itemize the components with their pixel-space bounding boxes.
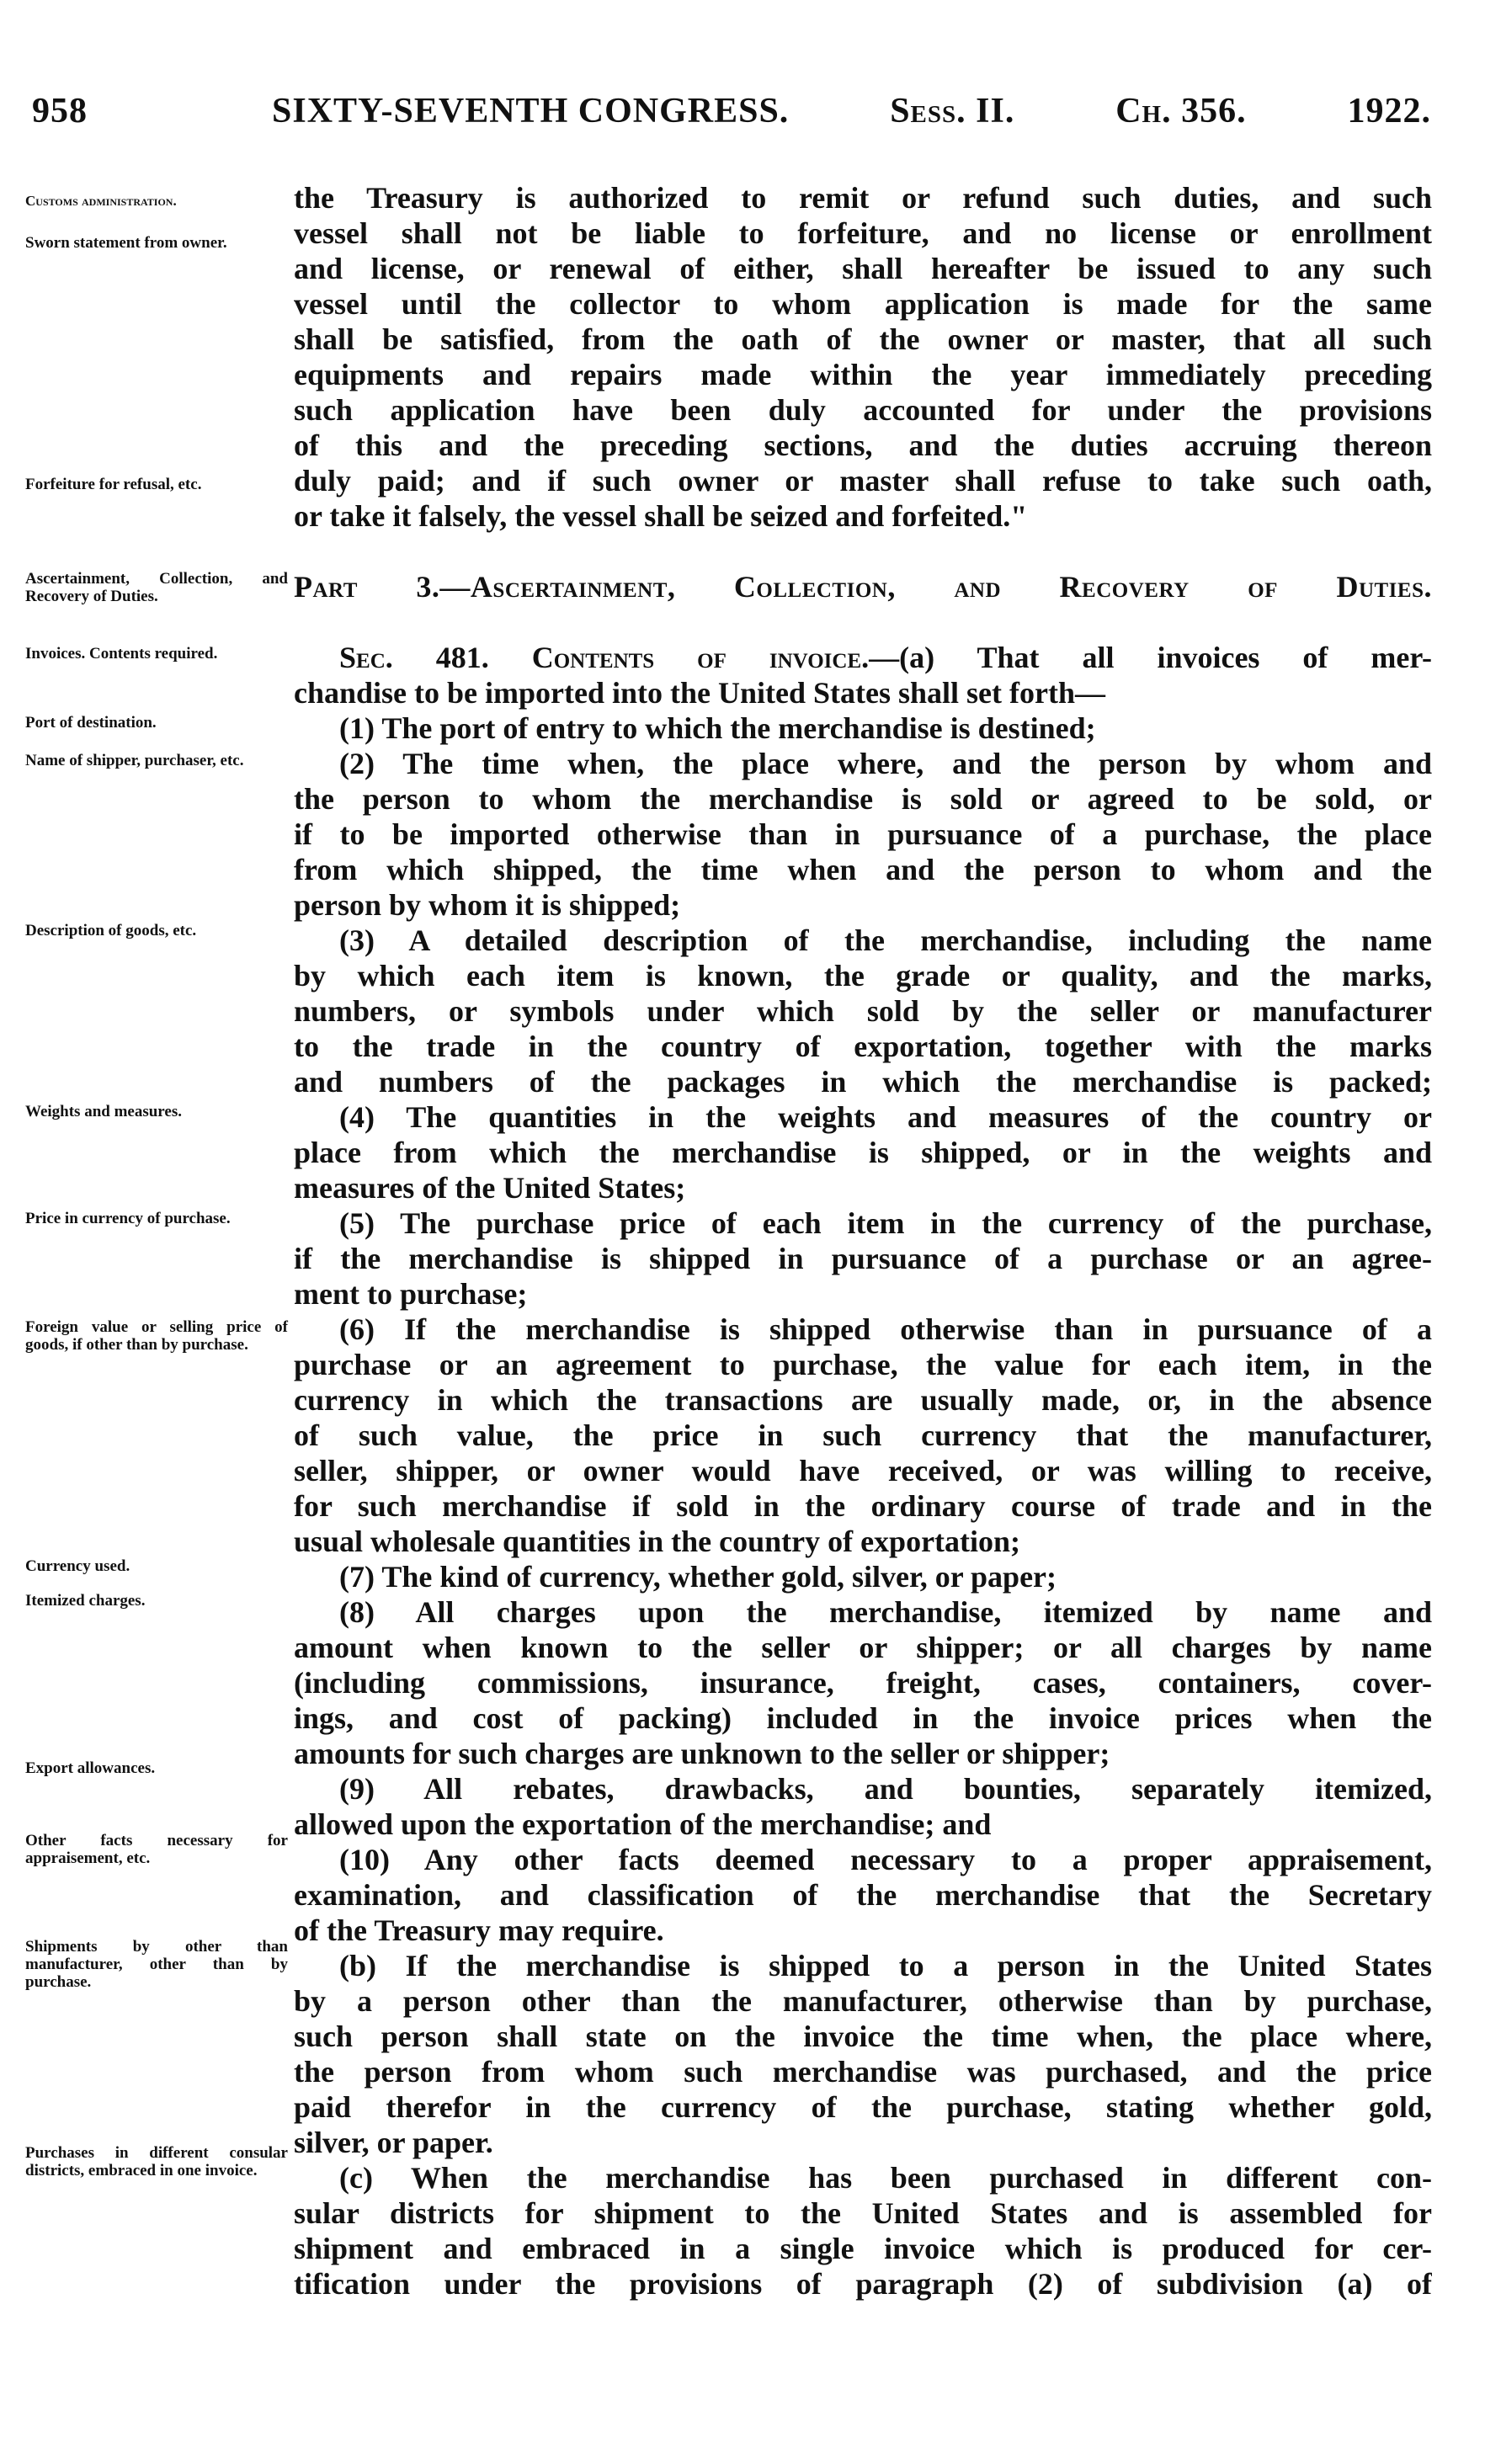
text-line: of such value, the price in such currency that the manufacturer,: [294, 1418, 1432, 1452]
margin-note: Name of shipper, purchaser, etc.: [25, 752, 244, 769]
margin-note: Itemized charges.: [25, 1592, 146, 1610]
text-line: numbers, or symbols under which sold by the seller or manufacturer: [294, 994, 1432, 1028]
text-line: measures of the United States;: [294, 1171, 686, 1205]
running-head-chapter: Ch. 356.: [1115, 92, 1247, 130]
text-line: amounts for such charges are unknown to the seller or shipper;: [294, 1737, 1110, 1770]
text-line: for such merchandise if sold in the ordinary course of trade and in the: [294, 1489, 1432, 1523]
text-line: sular districts for shipment to the United States and is assembled for: [294, 2196, 1432, 2230]
margin-note: Ascertainment, Collection, and Recovery of Duties.: [25, 570, 288, 605]
text-line: the person from whom such merchandise was purchased, and the price: [294, 2055, 1432, 2089]
section-heading: Part 3.—Ascertainment, Collection, and Recovery of Duties.: [294, 570, 1432, 604]
running-head-session: Sess. II.: [890, 92, 1015, 130]
text-line: equipments and repairs made within the year immediately preceding: [294, 358, 1432, 391]
text-line: if the merchandise is shipped in pursuance of a purchase or an agree-: [294, 1242, 1432, 1275]
text-line: such application have been duly accounted for under the provisions: [294, 393, 1432, 427]
text-line: (9) All rebates, drawbacks, and bounties, separately itemized,: [339, 1772, 1432, 1806]
text-line: amount when known to the seller or shipper; or all charges by name: [294, 1631, 1432, 1664]
text-line: person by whom it is shipped;: [294, 888, 681, 922]
text-line: or take it falsely, the vessel shall be seized and forfeited.": [294, 499, 1028, 533]
text-line: usual wholesale quantities in the country of exportation;: [294, 1525, 1021, 1558]
text-line: (2) The time when, the place where, and the person by whom and: [339, 747, 1432, 780]
margin-note: Export allowances.: [25, 1759, 156, 1777]
text-line: to the trade in the country of exportation, together with the marks: [294, 1030, 1432, 1063]
text-line: place from which the merchandise is shipped, or in the weights and: [294, 1136, 1432, 1169]
text-line: silver, or paper.: [294, 2126, 493, 2159]
spacer: [294, 604, 1432, 640]
section-label: Sec. 481. Contents of invoice.: [339, 641, 870, 674]
margin-note: Foreign value or selling price of goods, if other than by purchase.: [25, 1318, 288, 1354]
text-line: by which each item is known, the grade or quality, and the marks,: [294, 959, 1432, 993]
text-line: (3) A detailed description of the merchandise, including the name: [339, 923, 1432, 957]
text-line: (4) The quantities in the weights and measures of the country or: [339, 1100, 1432, 1134]
text-line: (7) The kind of currency, whether gold, silver, or paper;: [339, 1560, 1057, 1594]
text-line: (c) When the merchandise has been purchased in different con-: [339, 2161, 1432, 2195]
text-line: and numbers of the packages in which the merchandise is packed;: [294, 1065, 1432, 1099]
text-line: examination, and classification of the merchandise that the Secretary: [294, 1878, 1432, 1912]
text-line: tification under the provisions of paragraph (2) of subdivision (a) of: [294, 2267, 1432, 2301]
text-line: vessel until the collector to whom application is made for the same: [294, 287, 1432, 321]
text-line: allowed upon the exportation of the merchandise; and: [294, 1807, 992, 1841]
margin-note: Shipments by other than manufacturer, other than by purchase.: [25, 1938, 288, 1991]
text-line: (5) The purchase price of each item in the currency of the purchase,: [339, 1206, 1432, 1240]
text-line: from which shipped, the time when and the person to whom and the: [294, 853, 1432, 886]
text-line: currency in which the transactions are usually made, or, in the absence: [294, 1383, 1432, 1417]
text-line: (10) Any other facts deemed necessary to a proper appraisement,: [339, 1843, 1432, 1876]
text-line: if to be imported otherwise than in pursuance of a purchase, the place: [294, 817, 1432, 851]
running-head-title: SIXTY-SEVENTH CONGRESS.: [272, 92, 790, 130]
text-line: of the Treasury may require.: [294, 1913, 664, 1947]
margin-note: Invoices. Contents required.: [25, 645, 218, 663]
text-line: the Treasury is authorized to remit or refund such duties, and such: [294, 181, 1432, 215]
text-line: (b) If the merchandise is shipped to a person in the United States: [339, 1949, 1432, 1982]
margin-note: Description of goods, etc.: [25, 922, 197, 939]
text-line: shall be satisfied, from the oath of the owner or master, that all such: [294, 322, 1432, 356]
text-line: purchase or an agreement to purchase, the value for each item, in the: [294, 1348, 1432, 1381]
text-line: (6) If the merchandise is shipped otherwise than in pursuance of a: [339, 1312, 1432, 1346]
spacer: [294, 534, 1432, 569]
running-head: [272, 91, 1431, 131]
text-line: (including commissions, insurance, freight, cases, containers, cover-: [294, 1666, 1432, 1700]
text-line: by a person other than the manufacturer, otherwise than by purchase,: [294, 1984, 1432, 2018]
text-line: seller, shipper, or owner would have received, or was willing to receive,: [294, 1454, 1432, 1487]
text-line: and license, or renewal of either, shall hereafter be issued to any such: [294, 252, 1432, 285]
margin-note: Customs administration.: [25, 193, 177, 209]
margin-note: Port of destination.: [25, 714, 157, 732]
text-line: duly paid; and if such owner or master shall refuse to take such oath,: [294, 464, 1432, 498]
margin-note: Purchases in different consular districts, embraced in one invoice.: [25, 2144, 288, 2179]
body-text: [294, 180, 1432, 2302]
margin-note: Currency used.: [25, 1557, 130, 1575]
text-line: chandise to be imported into the United States shall set forth—: [294, 676, 1105, 710]
text-line: (1) The port of entry to which the merchandise is destined;: [339, 711, 1096, 745]
margin-note: Weights and measures.: [25, 1103, 182, 1120]
text-line-rest: —(a) That all invoices of mer-: [869, 641, 1432, 674]
margin-note: Other facts necessary for appraisement, etc.: [25, 1832, 288, 1867]
text-line: ings, and cost of packing) included in the invoice prices when the: [294, 1701, 1432, 1735]
text-line: the person to whom the merchandise is sold or agreed to be sold, or: [294, 782, 1432, 816]
text-line: such person shall state on the invoice the time when, the place where,: [294, 2020, 1432, 2053]
text-line: (8) All charges upon the merchandise, itemized by name and: [339, 1595, 1432, 1629]
text-line: [294, 640, 1432, 675]
running-head-year: 1922.: [1347, 92, 1431, 130]
text-line: shipment and embraced in a single invoice which is produced for cer-: [294, 2232, 1432, 2265]
margin-note: Sworn statement from owner.: [25, 234, 227, 252]
text-line: vessel shall not be liable to forfeiture, and no license or enrollment: [294, 216, 1432, 250]
margin-note: Forfeiture for refusal, etc.: [25, 476, 202, 493]
page-number: 958: [32, 92, 88, 130]
text-line: ment to purchase;: [294, 1277, 528, 1311]
text-line: paid therefor in the currency of the purchase, stating whether gold,: [294, 2090, 1432, 2124]
text-line: of this and the preceding sections, and the duties accruing thereon: [294, 428, 1432, 462]
margin-note: Price in currency of purchase.: [25, 1210, 231, 1227]
